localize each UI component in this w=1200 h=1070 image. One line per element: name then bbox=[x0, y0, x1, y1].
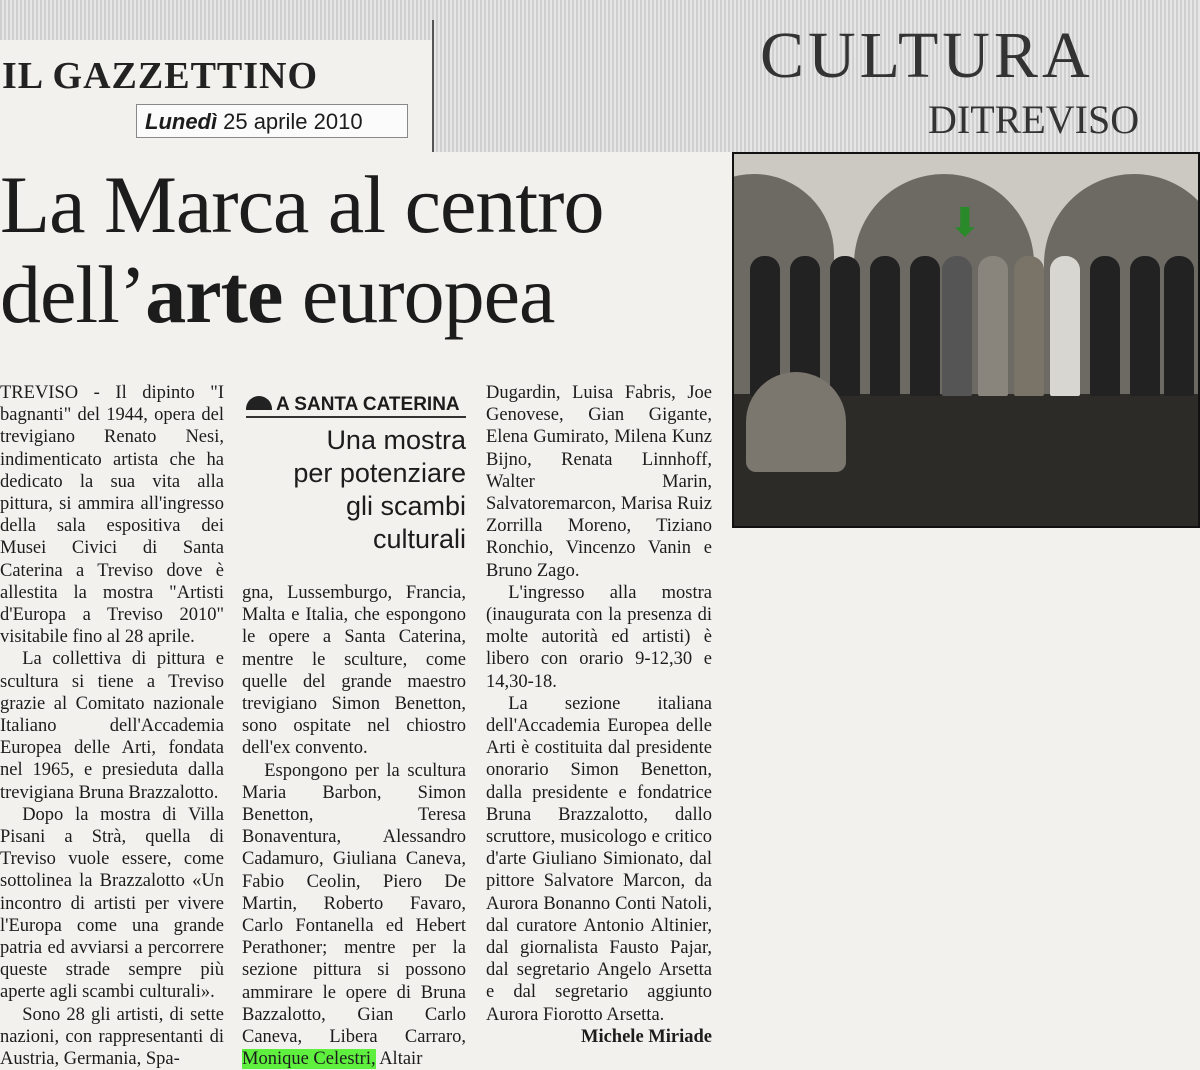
person bbox=[1130, 256, 1160, 396]
paragraph: Dopo la mostra di Villa Pisani a Strà, quella di Treviso vuole essere, come sottolinea la Brazzalotto «Un incontro di artisti per vivere l'Europa come una grande patria ed avviarsi a percorrere queste strade sempre più aperte agli scambi culturali». bbox=[0, 804, 224, 1003]
article-column-2 bbox=[242, 582, 466, 1070]
stone-well bbox=[746, 372, 846, 472]
section-title: CULTURA bbox=[760, 19, 1094, 92]
paragraph: La sezione italiana dell'Accademia Europea delle Arti è costituita dal presidente onorario Simon Benetton, dalla presidente e fondatrice Bruna Brazzalotto, dallo scruttore, musicologo e critico d'arte Giuliano Simionato, dal pittore Salvatore Marcon, da Aurora Bonanno Conti Natoli, dal curatore Antonio Altinier, dal giornalista Fausto Pajar, dal segretario Angelo Arsetta e dal segretario aggiunto Aurora Fiorotto Arsetta. bbox=[486, 693, 712, 1025]
person bbox=[942, 256, 972, 396]
paragraph: Dugardin, Luisa Fabris, Joe Genovese, Gian Gigante, Elena Gumirato, Milena Kunz Bijno, Renata Linnhoff, Walter Marin, Salvatoremarcon, Marisa Ruiz Zorrilla Moreno, Tiziano Ronchio, Vincenzo Vanin e Bruno Zago. bbox=[486, 383, 712, 581]
headline-line-2: dell’arte europea bbox=[0, 249, 555, 340]
section-subtitle: DITREVISO bbox=[928, 97, 1140, 142]
paragraph: La collettiva di pittura e scultura si tiene a Treviso grazie al Comitato nazionale Italiano dell'Accademia Europea delle Arti, fondata nel 1965, e presieduta dalla trevigiana Bruna Brazzalotto. bbox=[0, 649, 224, 803]
article-column-1 bbox=[0, 382, 224, 1070]
highlighted-name: Monique Celestri, bbox=[242, 1049, 376, 1070]
article-photo bbox=[732, 152, 1200, 528]
person bbox=[910, 256, 940, 396]
newspaper-masthead: IL GAZZETTINO bbox=[2, 55, 319, 97]
paragraph: Espongono per la scultura Maria Barbon, Simon Benetton, Teresa Bonaventura, Alessandro Cadamuro, Giuliana Caneva, Fabio Ceolin, Piero De Martin, Roberto Favaro, Carlo Fontanella ed Hebert Perathoner; mentre per la sezione pittura si possono ammirare le opere di Bruna Bazzalotto, Gian Carlo Caneva, Libera Carraro, Monique Celestri, Altair bbox=[242, 760, 466, 1070]
article-headline bbox=[0, 160, 603, 340]
subheadline: Una mostra per potenziare gli scambi culturali bbox=[293, 425, 466, 554]
down-arrow-icon: ⬇ bbox=[948, 200, 982, 246]
person bbox=[870, 256, 900, 396]
person bbox=[1050, 256, 1080, 396]
paragraph: gna, Lussemburgo, Francia, Malta e Italia, che espongono le opere a Santa Caterina, mentre le sculture, come quelle del grande maestro trevigiano Simon Benetton, sono ospitate nel chiostro dell'ex convento. bbox=[242, 583, 466, 759]
author-signature: Michele Miriade bbox=[581, 1026, 712, 1047]
issue-date: 25 aprile 2010 bbox=[223, 109, 363, 134]
paragraph: Sono 28 gli artisti, di sette nazioni, con rappresentanti di Austria, Germania, Spa- bbox=[0, 1004, 224, 1070]
date-box bbox=[136, 104, 408, 138]
person bbox=[1014, 256, 1044, 396]
kicker: A SANTA CATERINA bbox=[246, 394, 466, 418]
article-column-3 bbox=[486, 382, 712, 1048]
person bbox=[1090, 256, 1120, 396]
headline-line-1: La Marca al centro bbox=[0, 159, 604, 250]
header-divider bbox=[432, 20, 434, 152]
dome-icon bbox=[246, 396, 272, 410]
paragraph: L'ingresso alla mostra (inaugurata con la presenza di molte autorità ed artisti) è libero con orario 9-12,30 e 14,30-18. bbox=[486, 582, 712, 692]
paragraph: TREVISO - Il dipinto "I bagnanti" del 1944, opera del trevigiano Renato Nesi, indimenticato artista che ha dedicato la sua vita alla pittura, si ammira all'ingresso della sala espositiva dei Musei Civici di Santa Caterina a Treviso dove è allestita la mostra "Artisti d'Europa a Treviso 2010" visitabile fino al 28 aprile. bbox=[0, 383, 224, 648]
person bbox=[1164, 256, 1194, 396]
weekday: Lunedì bbox=[145, 109, 218, 134]
person bbox=[830, 256, 860, 396]
person bbox=[978, 256, 1008, 396]
